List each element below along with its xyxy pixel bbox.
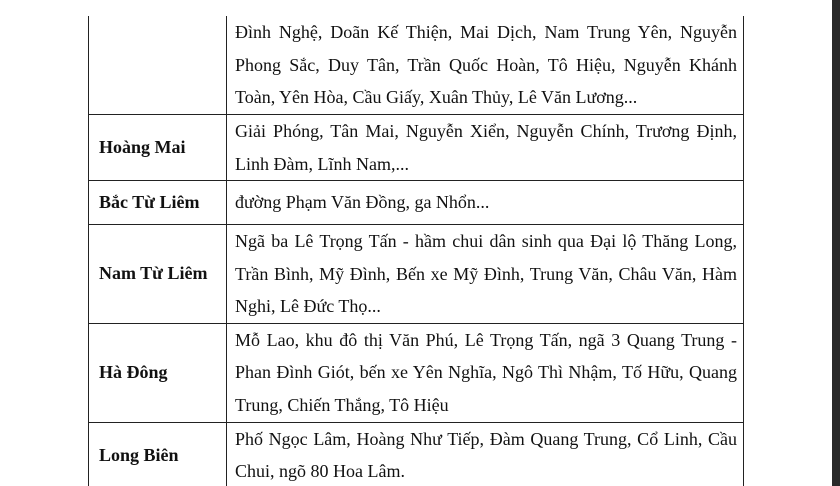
locations-cell: Phố Ngọc Lâm, Hoàng Như Tiếp, Đàm Quang Trung, Cổ Linh, Cầu Chui, ngõ 80 Hoa Lâm. bbox=[227, 422, 744, 486]
viewer-edge bbox=[832, 0, 840, 486]
table-row bbox=[89, 181, 744, 225]
table-row bbox=[89, 422, 744, 486]
table-row bbox=[89, 225, 744, 324]
district-cell: Long Biên bbox=[89, 422, 227, 486]
district-cell: Nam Từ Liêm bbox=[89, 225, 227, 324]
district-locations-table-container bbox=[88, 16, 743, 486]
district-cell: Hà Đông bbox=[89, 323, 227, 422]
table-row bbox=[89, 323, 744, 422]
locations-cell: Mỗ Lao, khu đô thị Văn Phú, Lê Trọng Tấn, ngã 3 Quang Trung - Phan Đình Giót, bến xe Yên Nghĩa, Ngô Thì Nhậm, Tố Hữu, Quang Trung, Chiến Thắng, Tô Hiệu bbox=[227, 323, 744, 422]
table-row bbox=[89, 115, 744, 181]
locations-cell: Ngã ba Lê Trọng Tấn - hầm chui dân sinh qua Đại lộ Thăng Long, Trần Bình, Mỹ Đình, Bến xe Mỹ Đình, Trung Văn, Châu Văn, Hàm Nghi, Lê Đức Thọ... bbox=[227, 225, 744, 324]
locations-cell: Đình Nghệ, Doãn Kế Thiện, Mai Dịch, Nam Trung Yên, Nguyễn Phong Sắc, Duy Tân, Trần Quốc Hoàn, Tô Hiệu, Nguyễn Khánh Toàn, Yên Hòa, Cầu Giấy, Xuân Thủy, Lê Văn Lương... bbox=[227, 16, 744, 115]
district-locations-table bbox=[88, 16, 744, 486]
district-cell bbox=[89, 16, 227, 115]
locations-cell: đường Phạm Văn Đồng, ga Nhổn... bbox=[227, 181, 744, 225]
locations-cell: Giải Phóng, Tân Mai, Nguyễn Xiển, Nguyễn Chính, Trương Định, Linh Đàm, Lĩnh Nam,... bbox=[227, 115, 744, 181]
district-cell: Hoàng Mai bbox=[89, 115, 227, 181]
table-row bbox=[89, 16, 744, 115]
district-cell: Bắc Từ Liêm bbox=[89, 181, 227, 225]
